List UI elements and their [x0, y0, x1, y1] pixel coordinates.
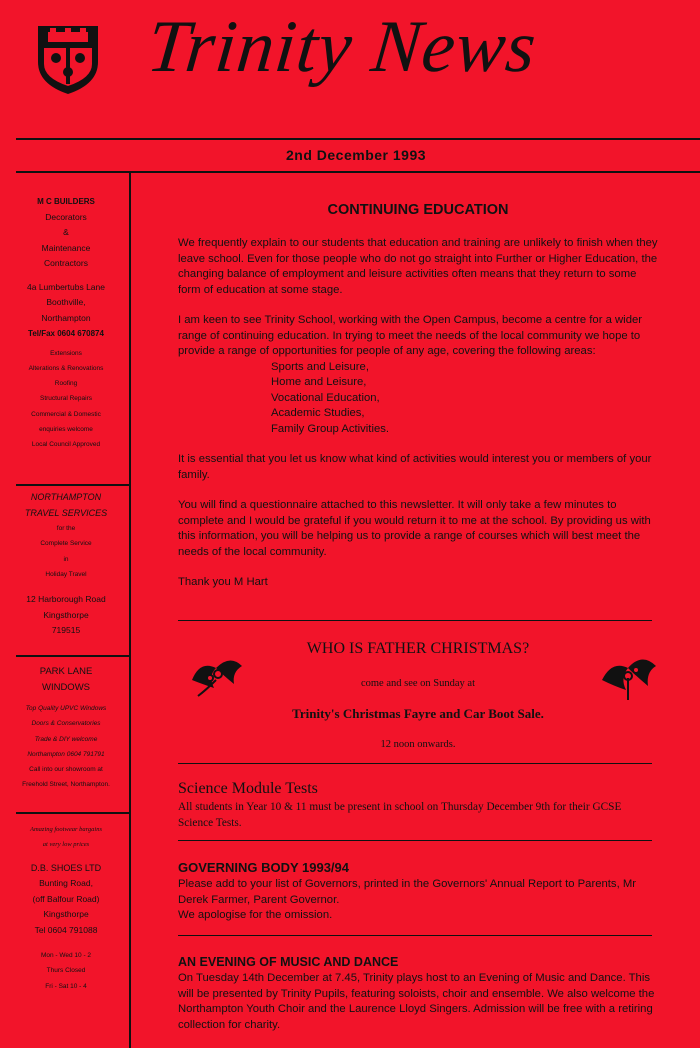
ad-name: D.B. SHOES LTD [30, 862, 102, 873]
ad-divider [16, 484, 129, 486]
ad-windows [16, 664, 116, 793]
ad-service: Roofing [54, 380, 78, 388]
ad-hours: Thurs Closed [46, 967, 86, 975]
ad-name: TRAVEL SERVICES [24, 507, 108, 518]
masthead-title: Trinity News [143, 6, 541, 88]
ad-line: Call into our showroom at [29, 766, 103, 774]
ad-name: M C BUILDERS [37, 197, 95, 206]
section-title: AN EVENING OF MUSIC AND DANCE [178, 955, 399, 969]
ad-address: 12 Harborough Road [26, 594, 106, 605]
christmas-line: come and see on Sunday at [360, 678, 475, 689]
section-rule [178, 763, 652, 764]
ad-divider [16, 655, 129, 657]
section-paragraph: We apologise for the omission. [178, 909, 333, 921]
ad-address: Boothville, [46, 297, 86, 307]
section-body [178, 877, 658, 924]
article-paragraph: You will find a questionnaire attached to this newsletter. It will only take a few minutes to complete and I would be grateful if you would return it to me at the school. By providing us with this information, you will be helping us to provide a range of courses which will best meet the needs of the local community. [178, 499, 651, 558]
ad-line: & [63, 227, 69, 237]
ad-divider [16, 812, 129, 814]
ad-line: Freehold Street, Northampton. [22, 781, 110, 789]
ad-name: NORTHAMPTON [30, 492, 102, 502]
ad-line: for the [56, 525, 76, 532]
article-continuing-education [178, 236, 658, 591]
section-body: All students in Year 10 & 11 must be present in school on Thursday December 9th for their GCSE Science Tests. [178, 801, 622, 829]
section-body: On Tuesday 14th December at 7.45, Trinity plays host to an Evening of Music and Dance. This will be presented by Trinity Pupils, featuring soloists, choir and ensemble. We also welcome the Northampton Youth Choir and the Laurence Lloyd Singers. Admission will be free with a retiring collection for charity. [178, 972, 655, 1031]
issue-date: 2nd December 1993 [286, 147, 427, 163]
ad-address: Bunting Road, [39, 878, 93, 889]
ad-service: enquiries welcome [39, 425, 93, 433]
ad-line: Trade & DIY welcome [34, 735, 98, 743]
ad-line: Northampton 0604 791791 [27, 750, 105, 758]
section-title: GOVERNING BODY 1993/94 [178, 860, 349, 875]
section-rule [178, 840, 652, 841]
section-paragraph: Please add to your list of Governors, printed in the Governors' Annual Report to Parents, Mr Derek Farmer, Parent Governor. [178, 878, 637, 906]
ad-name: PARK LANE [39, 666, 93, 677]
christmas-title: WHO IS FATHER CHRISTMAS? [306, 640, 530, 657]
ad-line: Top Quality UPVC Windows [25, 705, 107, 712]
ad-phone: Tel/Fax 0604 670874 [28, 329, 104, 338]
ad-address: Kingsthorpe [43, 609, 89, 620]
christmas-time: 12 noon onwards. [380, 739, 456, 750]
ad-line: Holiday Travel [45, 570, 87, 578]
ad-phone: 719515 [51, 625, 81, 636]
sidebar-ads [16, 190, 116, 459]
list-item: Academic Studies, [271, 407, 365, 419]
section-rule [178, 620, 652, 621]
article-paragraph: I am keen to see Trinity School, working with the Open Campus, become a centre for a wider range of continuing education. In trying to meet the needs of the local community we hope to provide a range of opportunities for people of any age, covering the following areas: [178, 314, 643, 357]
article-title: CONTINUING EDUCATION [327, 202, 509, 218]
ad-service: Extensions [50, 349, 82, 357]
ad-travel [16, 490, 116, 639]
ad-hours: Fri - Sat 10 - 4 [45, 982, 87, 990]
ad-mc-builders [16, 190, 116, 459]
areas-list [271, 360, 658, 438]
ad-service: Commercial & Domestic [31, 410, 101, 418]
ad-line: Decorators [45, 211, 87, 222]
ad-phone: Tel 0604 791088 [34, 924, 98, 935]
section-rule [178, 935, 652, 936]
ad-address: Kingsthorpe [43, 909, 89, 920]
ad-service: Alterations & Renovations [28, 364, 104, 372]
ad-line: Amazing footwear bargains [30, 826, 102, 833]
ad-address: Northampton [41, 312, 91, 323]
ad-address: 4a Lumbertubs Lane [27, 281, 105, 292]
christmas-event: Trinity's Christmas Fayre and Car Boot Sale. [292, 706, 544, 721]
list-item: Vocational Education, [271, 391, 380, 404]
sidebar-divider [129, 171, 131, 1048]
ad-hours: Mon - Wed 10 - 2 [40, 952, 92, 960]
ad-name: WINDOWS [41, 681, 91, 693]
signoff: Thank you M Hart [178, 576, 268, 588]
ad-line: Maintenance [41, 242, 91, 253]
ad-line: Complete Service [40, 540, 92, 548]
masthead-rule [16, 138, 700, 140]
article-paragraph: It is essential that you let us know what kind of activities would interest you or members of your family. [178, 453, 652, 481]
ad-address: (off Balfour Road) [32, 893, 100, 904]
section-title: Science Module Tests [178, 780, 318, 797]
list-item: Family Group Activities. [271, 422, 390, 435]
date-rule [16, 171, 700, 173]
list-item: Home and Leisure, [271, 376, 367, 388]
ad-service: Structural Repairs [39, 395, 93, 403]
ad-line: in [63, 555, 69, 563]
list-item: Sports and Leisure, [271, 360, 369, 373]
ad-line: Contractors [44, 258, 88, 268]
ad-service: Local Council Approved [31, 441, 101, 449]
ad-shoes [16, 822, 116, 994]
ad-line: Doors & Conservatories [31, 720, 101, 728]
ad-line: at very low prices [42, 841, 90, 849]
school-crest-logo [34, 22, 102, 96]
article-paragraph: We frequently explain to our students that education and training are unlikely to finish when they leave school. Even for those people who do not go straight into Further or Higher Education, the changing balance of employment and leisure activities often means that they return to some form of education at some stage. [178, 237, 658, 296]
